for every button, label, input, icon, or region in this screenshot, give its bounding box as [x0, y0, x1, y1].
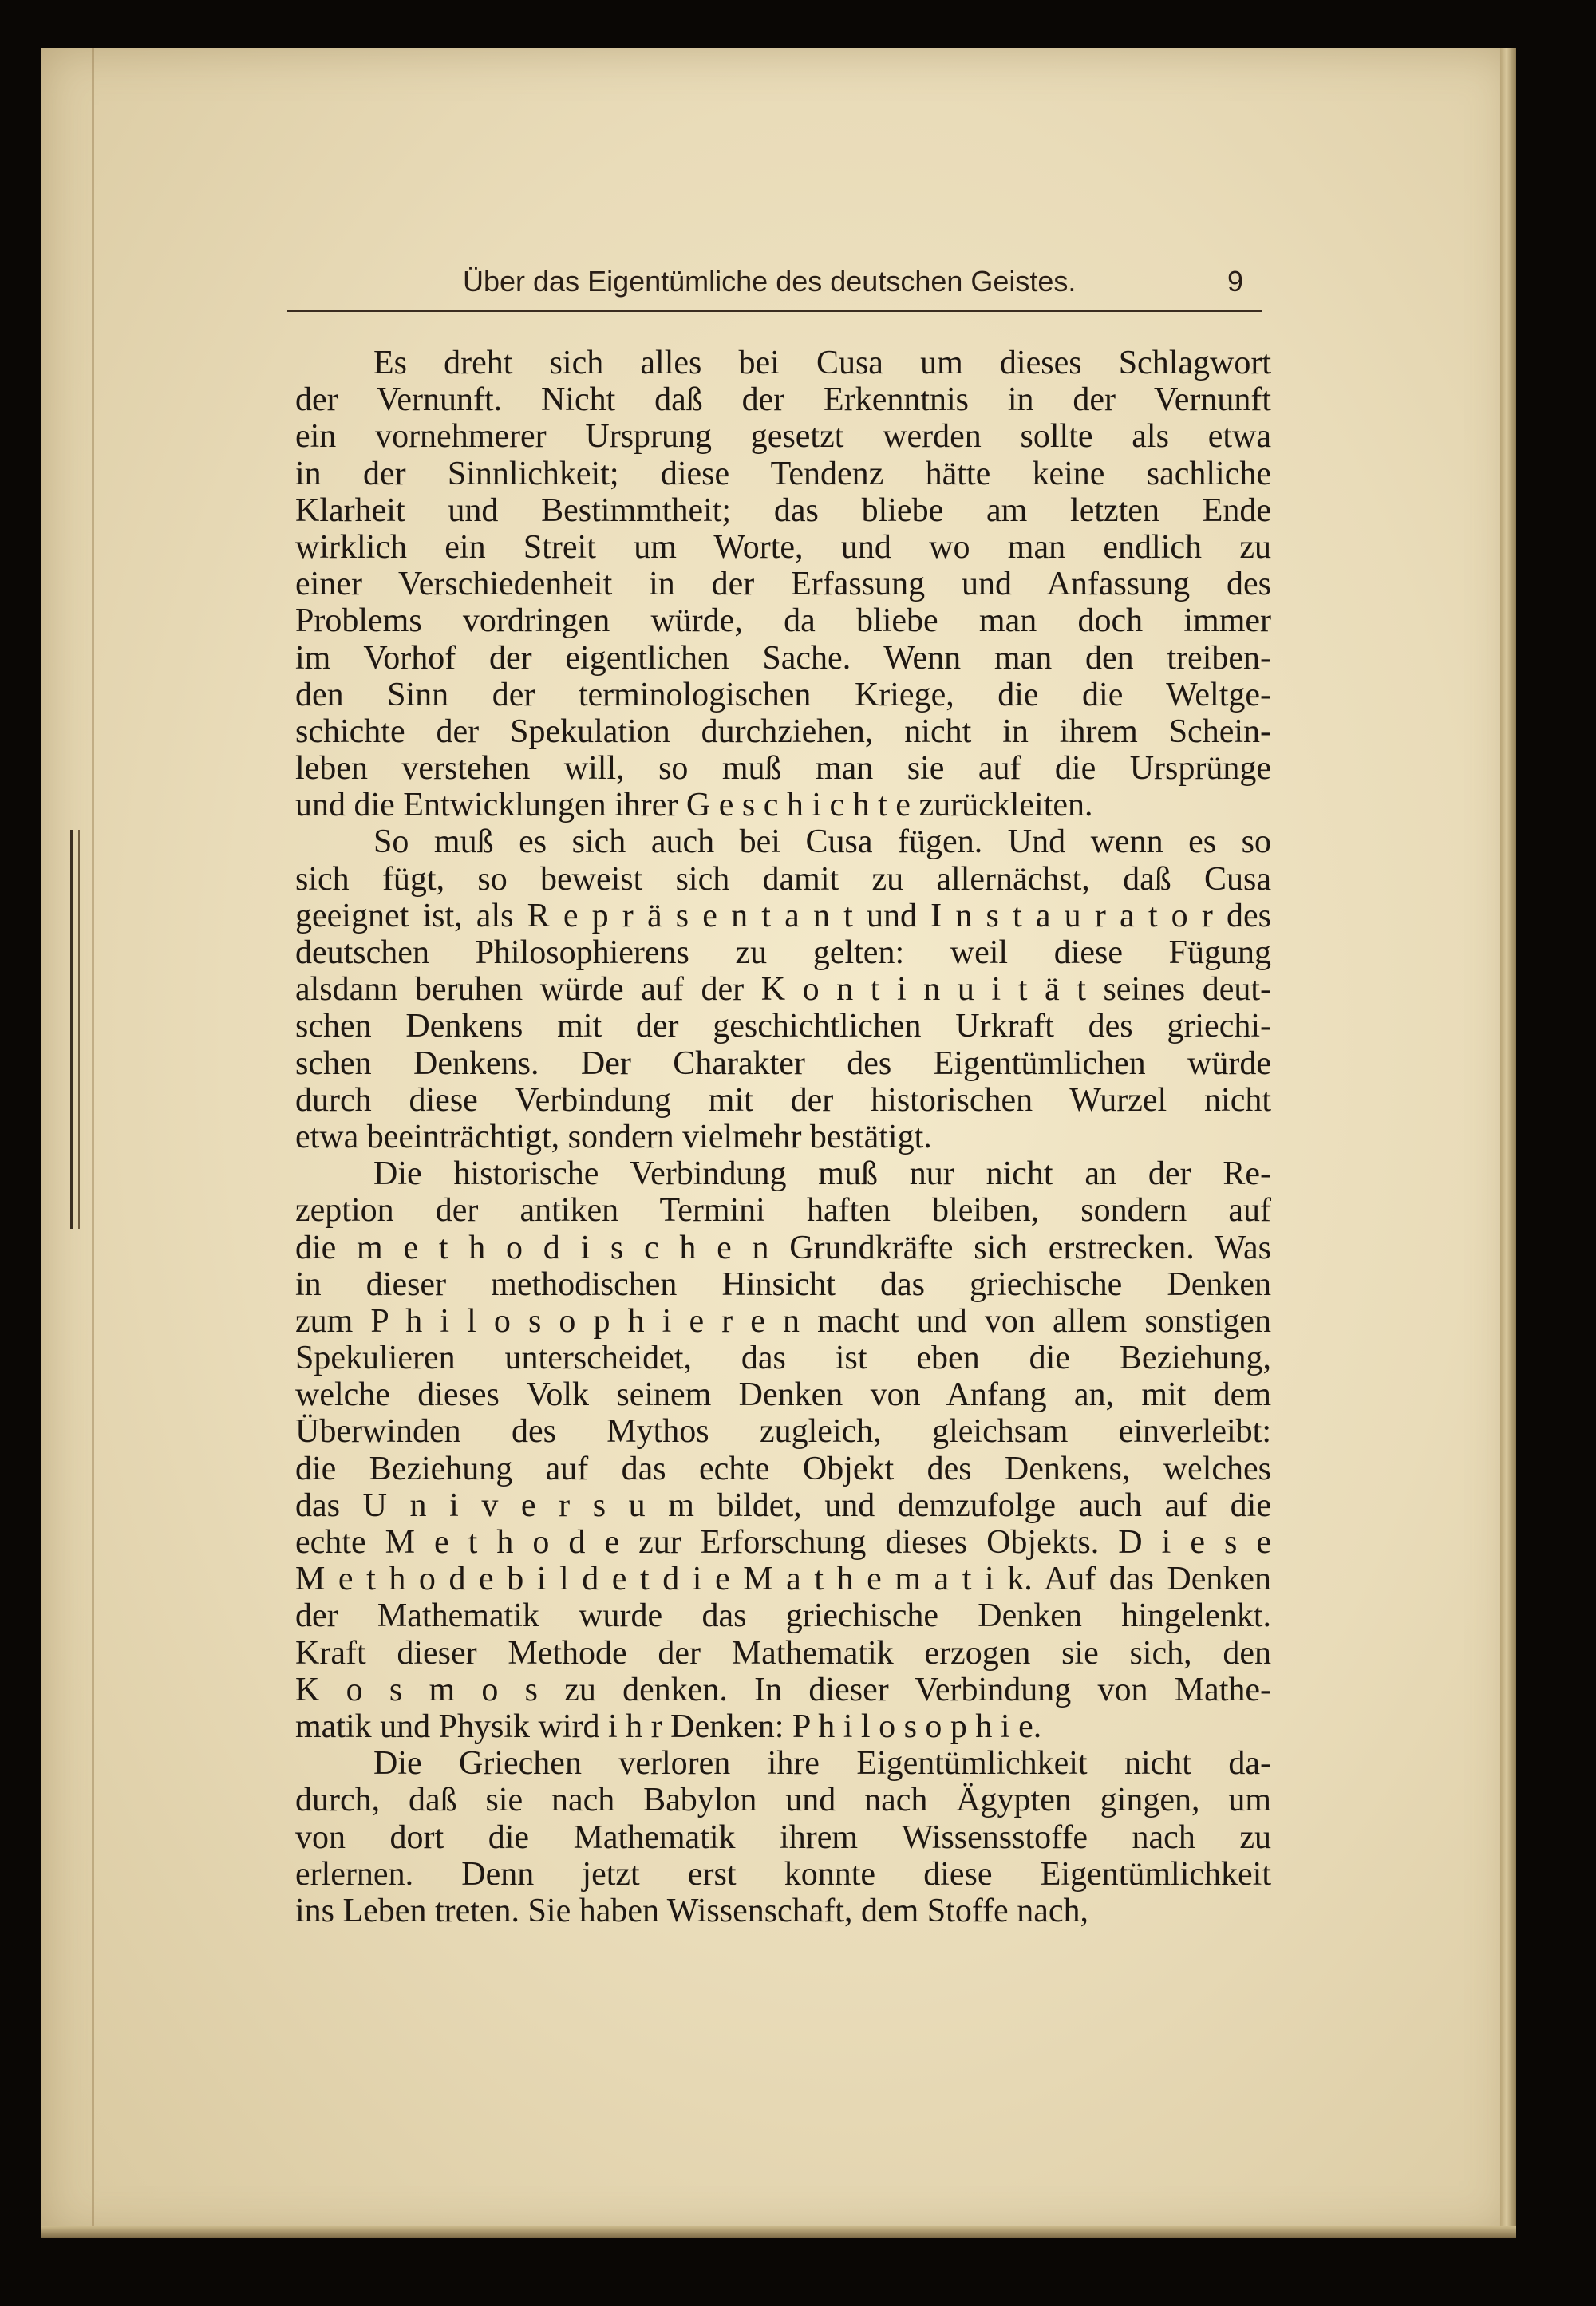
text-line: schen Denkens. Der Charakter des Eigentümlichen würde	[295, 1044, 1271, 1082]
text-line: Klarheit und Bestimmtheit; das bliebe am letzten Ende	[295, 492, 1271, 529]
text-line: der Mathematik wurde das griechische Denken hingelenkt.	[295, 1597, 1271, 1635]
text-line: alsdann beruhen würde auf der K o n t i n u i t ä t seines deut-	[295, 971, 1271, 1009]
binding-thread	[70, 830, 80, 1229]
text-line: Die historische Verbindung muß nur nicht an der Re-	[373, 1155, 1271, 1193]
text-line: durch, daß sie nach Babylon und nach Ägypten gingen, um	[295, 1782, 1271, 1819]
body-text	[295, 345, 1271, 1929]
text-line: deutschen Philosophierens zu gelten: weil diese Fügung	[295, 934, 1271, 971]
text-line: sich fügt, so beweist sich damit zu allernächst, daß Cusa	[295, 860, 1271, 898]
text-line: das U n i v e r s u m bildet, und demzufolge auch auf die	[295, 1487, 1271, 1524]
text-line: einer Verschiedenheit in der Erfassung und Anfassung des	[295, 566, 1271, 603]
text-line: in der Sinnlichkeit; diese Tendenz hätte keine sachliche	[295, 455, 1271, 492]
text-line: matik und Physik wird i h r Denken: P h i l o s o p h i e.	[295, 1708, 1042, 1745]
text-line: Überwinden des Mythos zugleich, gleichsam einverleibt:	[295, 1413, 1271, 1451]
text-line: ein vornehmerer Ursprung gesetzt werden sollte als etwa	[295, 418, 1271, 456]
text-line: der Vernunft. Nicht daß der Erkenntnis in der Vernunft	[295, 381, 1271, 419]
text-line: Kraft dieser Methode der Mathematik erzogen sie sich, den	[295, 1634, 1271, 1672]
page-edge-bottom	[41, 2226, 1516, 2238]
text-line: geeignet ist, als R e p r ä s e n t a n t und I n s t a u r a t o r des	[295, 897, 1271, 934]
paragraph	[295, 1745, 1271, 1929]
text-line: von dort die Mathematik ihrem Wissensstoffe nach zu	[295, 1818, 1271, 1856]
text-line: Spekulieren unterscheidet, das ist eben die Beziehung,	[295, 1340, 1271, 1377]
running-head	[287, 254, 1262, 311]
text-line: die Beziehung auf das echte Objekt des Denkens, welches	[295, 1450, 1271, 1487]
text-line: K o s m o s zu denken. In dieser Verbindung von Mathe-	[295, 1671, 1271, 1708]
text-line: etwa beeinträchtigt, sondern vielmehr bestätigt.	[295, 1118, 932, 1155]
text-line: Es dreht sich alles bei Cusa um dieses Schlagwort	[373, 345, 1271, 381]
running-head-title: Über das Eigentümliche des deutschen Geistes.	[463, 265, 1077, 298]
text-line: echte M e t h o d e zur Erforschung dieses Objekts. D i e s e	[295, 1524, 1271, 1561]
text-line: schen Denkens mit der geschichtlichen Urkraft des griechi-	[295, 1008, 1271, 1045]
text-line: im Vorhof der eigentlichen Sache. Wenn man den treiben-	[295, 639, 1271, 677]
text-line: in dieser methodischen Hinsicht das griechische Denken	[295, 1266, 1271, 1303]
text-line: welche dieses Volk seinem Denken von Anfang an, mit dem	[295, 1376, 1271, 1414]
text-line: zeption der antiken Termini haften bleiben, sondern auf	[295, 1192, 1271, 1230]
text-line: ins Leben treten. Sie haben Wissenschaft, dem Stoffe nach,	[295, 1892, 1088, 1929]
text-line: schichte der Spekulation durchziehen, nicht in ihrem Schein-	[295, 713, 1271, 750]
paragraph	[295, 823, 1271, 1155]
paragraph	[295, 1155, 1271, 1745]
page-number: 9	[1227, 265, 1243, 298]
text-line: und die Entwicklungen ihrer G e s c h i c h t e zurückleiten.	[295, 787, 1093, 824]
text-line: den Sinn der terminologischen Kriege, die die Weltge-	[295, 676, 1271, 713]
paragraph	[295, 345, 1271, 823]
text-line: die m e t h o d i s c h e n Grundkräfte sich erstrecken. Was	[295, 1229, 1271, 1266]
text-line: wirklich ein Streit um Worte, und wo man endlich zu	[295, 528, 1271, 566]
gutter-fold	[92, 48, 94, 2238]
header-rule	[287, 310, 1262, 312]
text-line: leben verstehen will, so muß man sie auf die Ursprünge	[295, 750, 1271, 788]
text-line: So muß es sich auch bei Cusa fügen. Und wenn es so	[373, 823, 1271, 861]
page-edge-right	[1500, 48, 1516, 2238]
text-line: zum P h i l o s o p h i e r e n macht und von allem sonstigen	[295, 1302, 1271, 1340]
text-line: Problems vordringen würde, da bliebe man doch immer	[295, 602, 1271, 640]
text-line: durch diese Verbindung mit der historischen Wurzel nicht	[295, 1081, 1271, 1119]
text-line: M e t h o d e b i l d e t d i e M a t h e m a t i k. Auf das Denken	[295, 1561, 1271, 1598]
text-line: erlernen. Denn jetzt erst konnte diese Eigentümlichkeit	[295, 1855, 1271, 1893]
text-line: Die Griechen verloren ihre Eigentümlichkeit nicht da-	[373, 1745, 1271, 1783]
